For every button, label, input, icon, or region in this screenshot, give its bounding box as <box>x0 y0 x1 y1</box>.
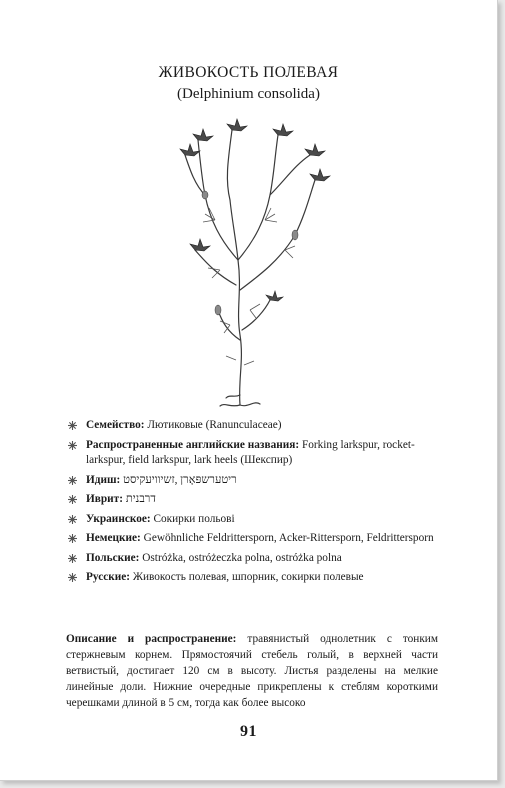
flower-bullet-icon <box>68 573 77 582</box>
description-text: травянистый однолетник с тонким стержневым корнем. Прямостоячий стебель голый, в верхней части ветвистый, достигает 120 см в высоту. Листья разделены на мелкие линейные доли. Нижние очередные прикреплены к стеблям короткими черешками длиной в 5 см, тогда как более высоко <box>66 633 439 710</box>
flower-bullet-icon <box>68 495 77 504</box>
property-value: Gewöhnliche Feldrittersporn, Acker-Rittersporn, Feldrittersporn <box>143 532 434 544</box>
page-number: 91 <box>240 723 257 740</box>
list-item <box>66 531 444 547</box>
plant-illustration <box>170 110 340 410</box>
list-item <box>66 512 444 528</box>
property-value: Сокирки польові <box>153 512 235 525</box>
list-item <box>66 418 444 434</box>
flower-bullet-icon <box>68 515 77 524</box>
flower-bullet-icon <box>68 421 77 430</box>
property-label: Идиш: <box>86 473 121 486</box>
property-value: Живокость полевая, шпорник, сокирки полевые <box>132 571 364 583</box>
property-label: Русские: <box>86 571 131 583</box>
list-item <box>66 438 444 469</box>
property-label: Семейство: <box>86 419 145 431</box>
property-value: דרבנית <box>125 493 156 505</box>
property-label: Украинское: <box>86 512 151 525</box>
list-item <box>66 551 444 567</box>
list-item <box>66 570 444 586</box>
property-label: Иврит: <box>86 493 123 505</box>
property-value: Ostróżka, ostróżeczka polna, ostróżka polna <box>142 551 342 564</box>
property-label: Немецкие: <box>86 532 141 544</box>
description-paragraph <box>66 631 438 711</box>
property-value: Forking larkspur, rocket-larkspur, field larkspur, lark heels (Шекспир) <box>86 438 415 466</box>
page-title: ЖИВОКОСТЬ ПОЛЕВАЯ <box>158 64 339 81</box>
property-label: Распространенные английские названия: <box>86 438 300 451</box>
flower-bullet-icon <box>68 441 77 450</box>
flower-bullet-icon <box>68 476 77 485</box>
property-value: Лютиковые (Ranunculaceae) <box>147 419 282 431</box>
property-value: ריטערשפּאָרן ,זשיוויעקיסט <box>123 473 237 486</box>
list-item <box>66 473 444 489</box>
flower-bullet-icon <box>68 534 77 543</box>
latin-name: (Delphinium consolida) <box>177 86 320 102</box>
list-item <box>66 492 444 508</box>
property-list <box>66 418 444 590</box>
flower-bullet-icon <box>68 554 77 563</box>
description-label: Описание и распространение: <box>66 633 237 646</box>
property-label: Польские: <box>86 551 140 564</box>
